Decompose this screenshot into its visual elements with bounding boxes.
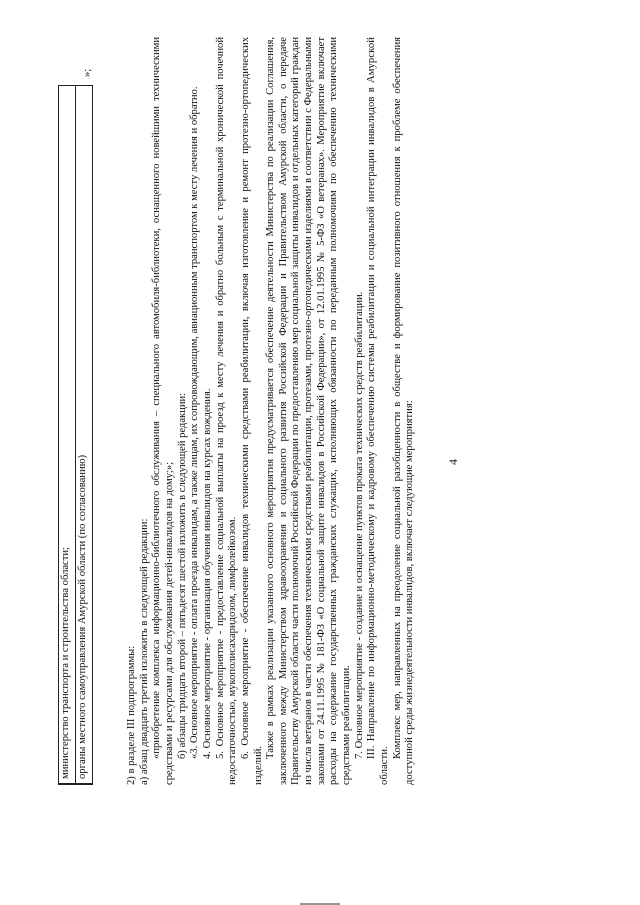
paragraph: 5. Основное мероприятие - предоставление социальной выплаты на проезд к месту лечения и обратно больным с терминальной хронической почечной недостаточностью, мукополисахаридозом, лимфолейкозом. bbox=[214, 37, 239, 785]
paragraph: 6. Основное мероприятие - обеспечение инвалидов техническими средствами реабилитации, включая изготовление и ремонт протезно-ортопедических изделий. bbox=[240, 37, 264, 785]
section-heading: III. Направление по информационно-методическому и кадровому обеспечению системы реабилитации и социальной интеграции инвалидов в Амурской области. bbox=[366, 37, 390, 785]
paragraph: б) абзацы тридцать второй – пятьдесят шестой изложить в следующей редакции: bbox=[176, 392, 188, 759]
document-body bbox=[126, 37, 417, 785]
closing-quote: »; bbox=[82, 68, 93, 77]
table-row bbox=[59, 86, 76, 785]
table-cell: органы местного самоуправления Амурской области (по согласованию) bbox=[76, 86, 93, 784]
paragraph: Также в рамках реализации указанного основного мероприятия предусматривается обеспечение деятельности Министерства по реализации Соглашения, заключенного между Министерством здравоохранения и социального развития Российской Федерации и Правительством Амурской области, о передаче Правительству Амурской области части полномочий Российской Федерации по предоставлению мер социальной защиты инвалидов и отдельных категорий граждан из числа ветеранов в части обеспечения техническими средствами реабилитации, протезами, протезно-ортопедическими изделиями в соответствии с Федеральными законами от 24.11.1995 № 181-ФЗ «О социальной защите инвалидов в Российской Федерации», от 12.01.1995 № 5-ФЗ «О ветеранах». Мероприятие включает расходы на содержание государственных гражданских служащих, исполняющих обязанности по переданным полномочиям по обеспечению техническими средствами реабилитации. bbox=[265, 37, 352, 785]
paragraph: 2) в разделе III подпрограммы: bbox=[126, 645, 137, 785]
table-cell-empty bbox=[59, 784, 76, 785]
table-cell: министерство транспорта и строительства области; bbox=[59, 86, 76, 784]
paragraph: 4. Основное мероприятие - организация обучения инвалидов на курсах вождения. bbox=[202, 388, 214, 759]
paragraph: «3. Основное мероприятие - оплата проезда инвалидам, а также лицам, их сопровождающим, авиационным транспортом к месту лечения и обратно. bbox=[189, 86, 201, 759]
responsible-table bbox=[58, 85, 93, 785]
paragraph: Комплекс мер, направленных на преодоление социальной разобщенности в обществе и формирование позитивного отношения к проблеме обеспечения доступной среды жизнедеятельности инвалидов, включает следующие мероприятия: bbox=[391, 37, 416, 785]
paragraph: а) абзац двадцать третий изложить в следующей редакции: bbox=[138, 518, 150, 785]
paragraph: «приобретение комплекса информационно-библиотечного обслуживания – специального автомобиля-библиотеки, оснащенного новейшими техническими средствами и ресурсами для обслуживания детей-инвалидов на дому;»; bbox=[151, 37, 175, 785]
page-number: 4 bbox=[446, 459, 460, 465]
table-row bbox=[76, 86, 93, 785]
paragraph: 7. Основное мероприятие - создание и оснащение пунктов проката технических средств реабилитации. bbox=[353, 291, 365, 759]
table-cell-empty bbox=[76, 784, 93, 785]
